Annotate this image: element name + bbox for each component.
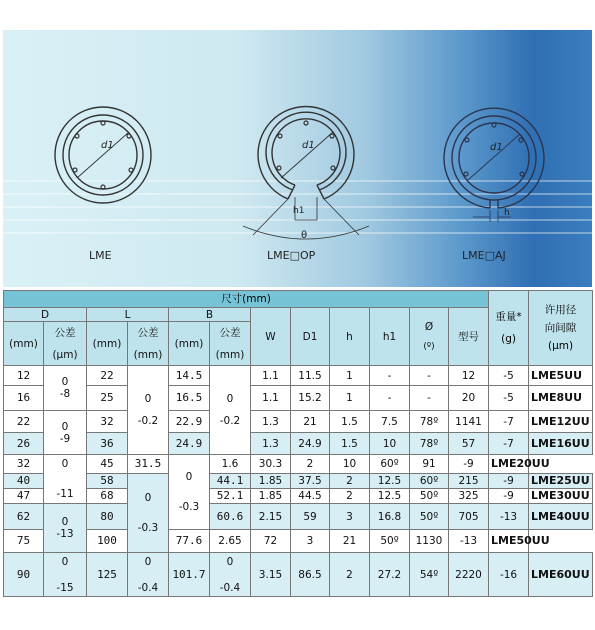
table-cell: 1141 xyxy=(449,411,489,433)
table-row xyxy=(4,474,593,489)
table-cell: 62 xyxy=(4,504,44,530)
table-cell: 12 xyxy=(449,366,489,386)
table-cell: -9 xyxy=(489,474,529,489)
d-mm-header: (mm) xyxy=(4,322,44,366)
figure-caption-lme: LME xyxy=(89,249,112,262)
model-header: 型号 xyxy=(449,308,489,366)
table-cell: 24.9 xyxy=(291,433,330,455)
table-cell: 50º xyxy=(410,489,449,504)
table-row xyxy=(4,386,593,411)
table-cell: 16.8 xyxy=(370,504,410,530)
table-cell: 12 xyxy=(4,366,44,386)
table-cell: 78º xyxy=(410,411,449,433)
table-cell: 12.5 xyxy=(370,474,410,489)
table-cell: 90 xyxy=(4,553,44,597)
figure-caption-lme-op: LME□OP xyxy=(267,249,316,262)
table-cell: 100 xyxy=(87,530,128,553)
table-cell: 7.5 xyxy=(370,411,410,433)
table-cell: - xyxy=(410,366,449,386)
table-cell: 60º xyxy=(410,474,449,489)
clearance-header: 许用径 向间隙 (μm) xyxy=(529,291,593,366)
table-cell: -5 xyxy=(489,386,529,411)
table-cell: -16 xyxy=(489,553,529,597)
lme-ring-figure xyxy=(55,107,151,203)
table-cell: 26 xyxy=(4,433,44,455)
table-cell: 22 xyxy=(4,411,44,433)
tol-b-group3: 0 -0.4 xyxy=(210,553,251,597)
h-label: h xyxy=(504,208,510,218)
table-cell: 27.2 xyxy=(370,553,410,597)
d1-label-lme: d1 xyxy=(101,140,114,151)
table-cell: LME50UU xyxy=(489,530,529,553)
table-cell: -7 xyxy=(489,433,529,455)
figure-caption-lme-aj: LME□AJ xyxy=(462,249,506,262)
l-tol-header: 公差 (mm) xyxy=(128,322,169,366)
table-cell: LME12UU xyxy=(529,411,593,433)
table-cell: 36 xyxy=(87,433,128,455)
table-row xyxy=(4,553,593,597)
tol-l-group1: 0 -0.2 xyxy=(128,366,169,455)
d-tol-header: 公差 (μm) xyxy=(44,322,87,366)
table-cell: 3 xyxy=(330,504,370,530)
table-row xyxy=(4,433,593,455)
table-row xyxy=(4,530,593,553)
table-cell: 12.5 xyxy=(370,489,410,504)
table-cell: 2 xyxy=(330,489,370,504)
table-cell: 125 xyxy=(87,553,128,597)
table-cell: 77.6 xyxy=(169,530,210,553)
tol-d-group4: 0 -13 xyxy=(44,504,87,553)
table-cell: 2 xyxy=(330,553,370,597)
tol-d-group3: 0 -11 xyxy=(44,455,87,504)
table-cell: 15.2 xyxy=(291,386,330,411)
w-header: W xyxy=(251,308,291,366)
h-header: h xyxy=(330,308,370,366)
table-cell: 20 xyxy=(449,386,489,411)
table-cell: - xyxy=(370,386,410,411)
table-cell: 44.1 xyxy=(210,474,251,489)
table-cell: 44.5 xyxy=(291,489,330,504)
table-cell: LME60UU xyxy=(529,553,593,597)
table-cell: 16 xyxy=(4,386,44,411)
diagram-panel xyxy=(3,30,592,287)
table-row xyxy=(4,411,593,433)
table-cell: 30.3 xyxy=(251,455,291,474)
table-cell: 57 xyxy=(449,433,489,455)
b-tol-header: 公差 (mm) xyxy=(210,322,251,366)
table-cell: 1130 xyxy=(410,530,449,553)
d-header: D xyxy=(4,308,87,322)
table-cell: 2.65 xyxy=(210,530,251,553)
weight-header: 重量* (g) xyxy=(489,291,529,366)
table-cell: 1.5 xyxy=(330,411,370,433)
table-cell: 31.5 xyxy=(128,455,169,474)
table-cell: 215 xyxy=(449,474,489,489)
table-cell: 10 xyxy=(330,455,370,474)
table-cell: 325 xyxy=(449,489,489,504)
table-cell: 59 xyxy=(291,504,330,530)
table-cell: LME40UU xyxy=(529,504,593,530)
table-cell: 80 xyxy=(87,504,128,530)
table-cell: 45 xyxy=(87,455,128,474)
table-cell: 47 xyxy=(4,489,44,504)
lme-op-ring-figure xyxy=(243,107,369,239)
d1-label-op: d1 xyxy=(302,140,315,151)
l-mm-header: (mm) xyxy=(87,322,128,366)
tol-d-group1: 0 -8 xyxy=(44,366,87,411)
table-cell: 16.5 xyxy=(169,386,210,411)
theta-label: θ xyxy=(301,230,308,241)
h1-header: h1 xyxy=(370,308,410,366)
dims-header: 尺寸(mm) xyxy=(4,291,489,308)
table-cell: 32 xyxy=(87,411,128,433)
table-cell: 75 xyxy=(4,530,44,553)
tol-d-group5: 0 -15 xyxy=(44,553,87,597)
table-cell: 2 xyxy=(330,474,370,489)
table-cell: 14.5 xyxy=(169,366,210,386)
table-cell: 2220 xyxy=(449,553,489,597)
table-cell: 32 xyxy=(4,455,44,474)
table-cell: -9 xyxy=(489,489,529,504)
table-cell: -5 xyxy=(489,366,529,386)
table-cell: 1.5 xyxy=(330,433,370,455)
table-cell: 22 xyxy=(87,366,128,386)
table-cell: 68 xyxy=(87,489,128,504)
table-cell: 705 xyxy=(449,504,489,530)
table-cell: 11.5 xyxy=(291,366,330,386)
table-cell: 86.5 xyxy=(291,553,330,597)
table-cell: 1.85 xyxy=(251,489,291,504)
table-cell: -13 xyxy=(489,504,529,530)
l-header: L xyxy=(87,308,169,322)
table-cell: 40 xyxy=(4,474,44,489)
d1-label-aj: d1 xyxy=(490,142,503,153)
table-cell: 3 xyxy=(291,530,330,553)
table-cell: 52.1 xyxy=(210,489,251,504)
table-cell: 1.3 xyxy=(251,433,291,455)
table-cell: 78º xyxy=(410,433,449,455)
lme-aj-ring-figure xyxy=(444,108,544,222)
table-cell: 3.15 xyxy=(251,553,291,597)
table-cell: LME20UU xyxy=(489,455,529,474)
table-cell: -7 xyxy=(489,411,529,433)
table-cell: -13 xyxy=(449,530,489,553)
phi-header: Ø (º) xyxy=(410,308,449,366)
table-cell: 22.9 xyxy=(169,411,210,433)
table-cell: -9 xyxy=(449,455,489,474)
table-cell: 101.7 xyxy=(169,553,210,597)
table-cell: 10 xyxy=(370,433,410,455)
table-cell: 21 xyxy=(330,530,370,553)
table-cell: 1.1 xyxy=(251,366,291,386)
b-header: B xyxy=(169,308,251,322)
table-row xyxy=(4,489,593,504)
table-cell: 60º xyxy=(370,455,410,474)
table-cell: 91 xyxy=(410,455,449,474)
table-cell: 2 xyxy=(291,455,330,474)
table-row xyxy=(4,504,593,530)
d1-header: D1 xyxy=(291,308,330,366)
tol-b-group2: 0 -0.3 xyxy=(169,455,210,530)
table-cell: 1.85 xyxy=(251,474,291,489)
table-cell: 1 xyxy=(330,366,370,386)
b-mm-header: (mm) xyxy=(169,322,210,366)
table-cell: 24.9 xyxy=(169,433,210,455)
table-cell: 50º xyxy=(410,504,449,530)
table-cell: 21 xyxy=(291,411,330,433)
h1-label: h1 xyxy=(293,206,305,216)
table-cell: 2.15 xyxy=(251,504,291,530)
table-cell: 60.6 xyxy=(210,504,251,530)
tol-l-group2: 0 -0.3 xyxy=(128,474,169,553)
tol-d-group2: 0 -9 xyxy=(44,411,87,455)
table-cell: LME25UU xyxy=(529,474,593,489)
table-cell: 58 xyxy=(87,474,128,489)
table-cell: 72 xyxy=(251,530,291,553)
tol-b-group1: 0 -0.2 xyxy=(210,366,251,455)
table-row xyxy=(4,366,593,386)
table-cell: 1.1 xyxy=(251,386,291,411)
table-cell: - xyxy=(410,386,449,411)
table-row xyxy=(4,455,593,474)
table-cell: LME30UU xyxy=(529,489,593,504)
spec-table xyxy=(3,290,593,597)
table-cell: 50º xyxy=(370,530,410,553)
table-cell: LME16UU xyxy=(529,433,593,455)
table-cell: - xyxy=(370,366,410,386)
table-cell: 1 xyxy=(330,386,370,411)
table-cell: 25 xyxy=(87,386,128,411)
tol-l-group3: 0 -0.4 xyxy=(128,553,169,597)
table-cell: 1.6 xyxy=(210,455,251,474)
table-cell: LME8UU xyxy=(529,386,593,411)
table-cell: LME5UU xyxy=(529,366,593,386)
table-cell: 37.5 xyxy=(291,474,330,489)
table-cell: 54º xyxy=(410,553,449,597)
table-cell: 1.3 xyxy=(251,411,291,433)
